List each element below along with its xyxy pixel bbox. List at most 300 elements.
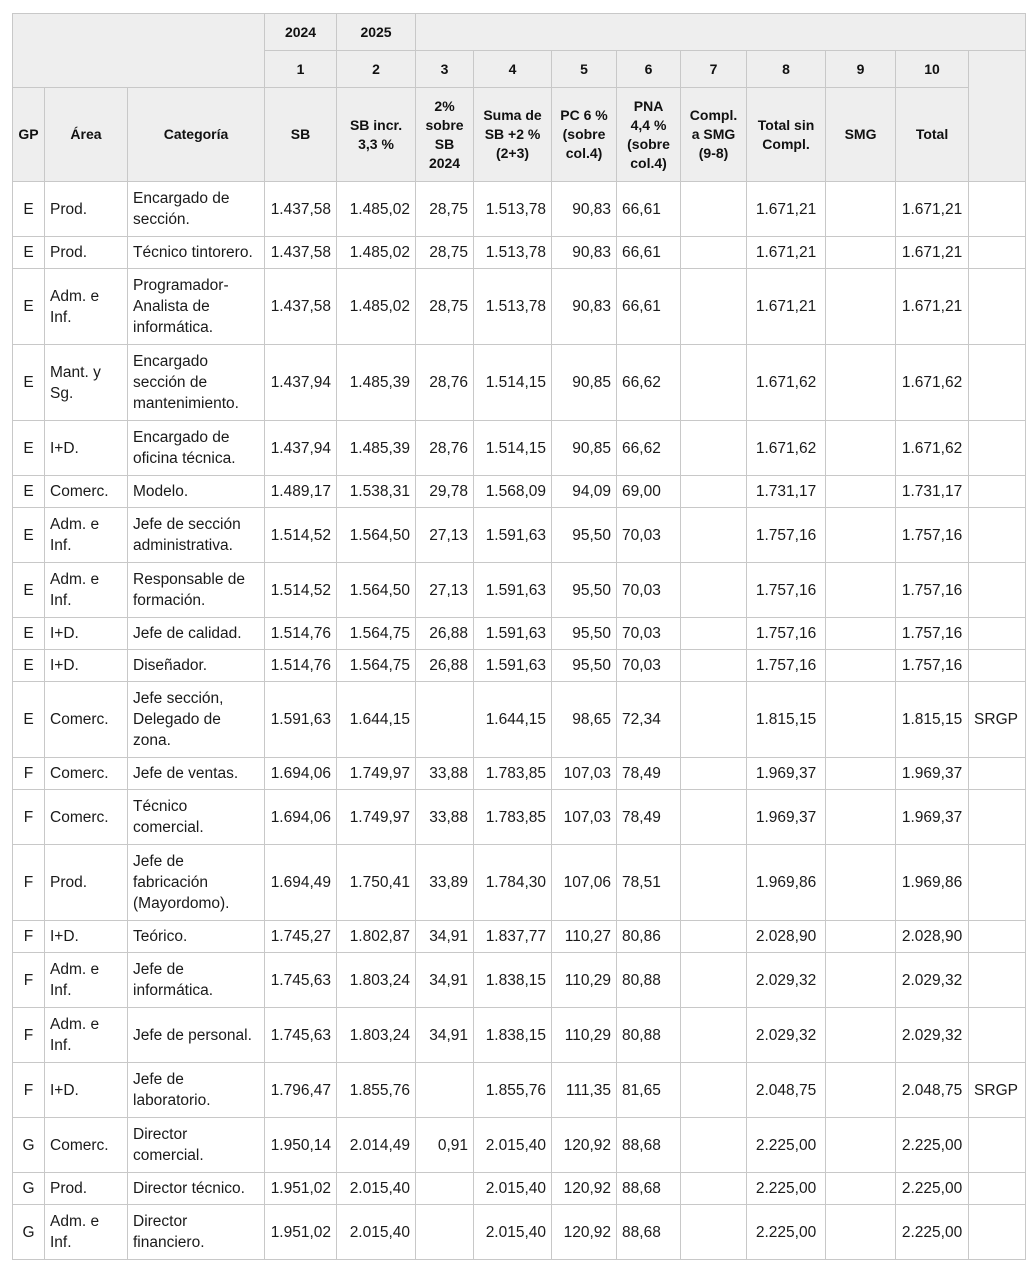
cell-total-sin: 1.969,37 — [747, 758, 826, 790]
cell-total: 1.757,16 — [896, 618, 969, 650]
cell-sb: 1.591,63 — [265, 682, 337, 758]
cell-pc: 90,83 — [552, 182, 617, 237]
cell-gp: E — [13, 269, 45, 345]
cell-area: Adm. e Inf. — [45, 953, 128, 1008]
cell-compl — [681, 682, 747, 758]
cell-pc: 107,03 — [552, 758, 617, 790]
cell-gp: G — [13, 1205, 45, 1260]
table-row — [13, 1205, 1026, 1260]
cell-total-sin: 2.225,00 — [747, 1118, 826, 1173]
cell-pc: 95,50 — [552, 563, 617, 618]
cell-compl — [681, 421, 747, 476]
cell-note — [969, 237, 1026, 269]
cell-suma: 1.784,30 — [474, 845, 552, 921]
cell-note — [969, 1118, 1026, 1173]
cell-compl — [681, 182, 747, 237]
cell-compl — [681, 237, 747, 269]
cell-smg — [826, 508, 896, 563]
cell-smg — [826, 682, 896, 758]
cell-area: I+D. — [45, 421, 128, 476]
header-categoria: Categoría — [128, 88, 265, 182]
cell-suma: 1.568,09 — [474, 476, 552, 508]
cell-smg — [826, 1205, 896, 1260]
cell-pna: 66,62 — [617, 421, 681, 476]
cell-gp: G — [13, 1173, 45, 1205]
cell-categoria: Modelo. — [128, 476, 265, 508]
cell-sb: 1.951,02 — [265, 1173, 337, 1205]
cell-sb-incr: 1.802,87 — [337, 921, 416, 953]
cell-total: 2.029,32 — [896, 953, 969, 1008]
cell-2pct — [416, 1173, 474, 1205]
cell-categoria: Jefe de sección administrativa. — [128, 508, 265, 563]
cell-smg — [826, 921, 896, 953]
cell-total: 2.225,00 — [896, 1118, 969, 1173]
table-row — [13, 845, 1026, 921]
cell-categoria: Jefe de informática. — [128, 953, 265, 1008]
cell-note — [969, 421, 1026, 476]
cell-compl — [681, 618, 747, 650]
cell-sb: 1.745,27 — [265, 921, 337, 953]
cell-suma: 1.855,76 — [474, 1063, 552, 1118]
cell-total-sin: 1.671,62 — [747, 421, 826, 476]
table-row — [13, 682, 1026, 758]
cell-smg — [826, 1173, 896, 1205]
cell-sb-incr: 1.538,31 — [337, 476, 416, 508]
header-num-7: 7 — [681, 51, 747, 88]
cell-2pct: 28,75 — [416, 269, 474, 345]
cell-sb: 1.437,58 — [265, 182, 337, 237]
cell-gp: F — [13, 790, 45, 845]
table-row — [13, 345, 1026, 421]
cell-smg — [826, 421, 896, 476]
cell-2pct: 28,76 — [416, 345, 474, 421]
cell-gp: E — [13, 182, 45, 237]
cell-categoria: Encargado sección de mantenimiento. — [128, 345, 265, 421]
cell-suma: 1.513,78 — [474, 182, 552, 237]
header-suma: Suma de SB +2 % (2+3) — [474, 88, 552, 182]
cell-note — [969, 182, 1026, 237]
cell-sb-incr: 1.485,02 — [337, 237, 416, 269]
cell-pna: 70,03 — [617, 618, 681, 650]
cell-pc: 107,03 — [552, 790, 617, 845]
cell-total: 2.225,00 — [896, 1205, 969, 1260]
cell-area: Adm. e Inf. — [45, 563, 128, 618]
cell-suma: 1.591,63 — [474, 650, 552, 682]
table-row — [13, 237, 1026, 269]
cell-categoria: Jefe de ventas. — [128, 758, 265, 790]
cell-2pct — [416, 1205, 474, 1260]
cell-gp: E — [13, 476, 45, 508]
cell-sb: 1.514,52 — [265, 508, 337, 563]
cell-suma: 1.783,85 — [474, 790, 552, 845]
cell-2pct: 0,91 — [416, 1118, 474, 1173]
cell-categoria: Encargado de oficina técnica. — [128, 421, 265, 476]
cell-sb: 1.437,94 — [265, 345, 337, 421]
cell-sb: 1.437,94 — [265, 421, 337, 476]
cell-compl — [681, 1008, 747, 1063]
cell-compl — [681, 1173, 747, 1205]
cell-total: 1.757,16 — [896, 508, 969, 563]
cell-gp: F — [13, 1008, 45, 1063]
cell-compl — [681, 345, 747, 421]
cell-gp: E — [13, 237, 45, 269]
cell-sb-incr: 1.485,39 — [337, 421, 416, 476]
header-year-blank — [416, 14, 1026, 51]
cell-total: 1.757,16 — [896, 650, 969, 682]
cell-smg — [826, 476, 896, 508]
table-row — [13, 1118, 1026, 1173]
cell-pna: 80,88 — [617, 1008, 681, 1063]
table-row — [13, 563, 1026, 618]
cell-gp: E — [13, 618, 45, 650]
header-gp: GP — [13, 88, 45, 182]
cell-total: 1.671,21 — [896, 269, 969, 345]
cell-total-sin: 2.028,90 — [747, 921, 826, 953]
header-num-9: 9 — [826, 51, 896, 88]
cell-total-sin: 1.757,16 — [747, 563, 826, 618]
cell-suma: 1.514,15 — [474, 421, 552, 476]
table-row — [13, 508, 1026, 563]
cell-total: 1.815,15 — [896, 682, 969, 758]
cell-categoria: Jefe de laboratorio. — [128, 1063, 265, 1118]
cell-sb: 1.694,49 — [265, 845, 337, 921]
cell-total-sin: 1.757,16 — [747, 650, 826, 682]
header-year-row — [13, 14, 1026, 51]
cell-smg — [826, 1063, 896, 1118]
cell-gp: E — [13, 650, 45, 682]
cell-pna: 88,68 — [617, 1205, 681, 1260]
cell-pna: 70,03 — [617, 563, 681, 618]
cell-total: 1.969,86 — [896, 845, 969, 921]
cell-total-sin: 1.671,62 — [747, 345, 826, 421]
cell-area: Comerc. — [45, 790, 128, 845]
cell-total: 1.757,16 — [896, 563, 969, 618]
cell-2pct: 27,13 — [416, 563, 474, 618]
cell-sb-incr: 1.564,50 — [337, 508, 416, 563]
cell-total: 1.969,37 — [896, 758, 969, 790]
cell-note — [969, 476, 1026, 508]
cell-categoria: Diseñador. — [128, 650, 265, 682]
cell-pc: 90,85 — [552, 421, 617, 476]
cell-pna: 69,00 — [617, 476, 681, 508]
cell-suma: 1.644,15 — [474, 682, 552, 758]
cell-pc: 120,92 — [552, 1118, 617, 1173]
header-smg: SMG — [826, 88, 896, 182]
cell-area: Comerc. — [45, 1118, 128, 1173]
cell-pc: 90,83 — [552, 237, 617, 269]
cell-compl — [681, 508, 747, 563]
cell-smg — [826, 345, 896, 421]
header-2pct: 2% sobre SB 2024 — [416, 88, 474, 182]
header-total: Total — [896, 88, 969, 182]
header-area: Área — [45, 88, 128, 182]
cell-sb-incr: 1.855,76 — [337, 1063, 416, 1118]
cell-categoria: Director financiero. — [128, 1205, 265, 1260]
cell-area: Prod. — [45, 237, 128, 269]
table-row — [13, 1063, 1026, 1118]
cell-sb-incr: 1.564,75 — [337, 650, 416, 682]
cell-2pct: 33,88 — [416, 758, 474, 790]
cell-compl — [681, 563, 747, 618]
header-compl: Compl. a SMG (9-8) — [681, 88, 747, 182]
cell-area: Prod. — [45, 845, 128, 921]
header-sb-incr: SB incr. 3,3 % — [337, 88, 416, 182]
header-label-row — [13, 88, 1026, 182]
header-num-10: 10 — [896, 51, 969, 88]
cell-pna: 78,49 — [617, 790, 681, 845]
cell-categoria: Programador- Analista de informática. — [128, 269, 265, 345]
cell-note — [969, 758, 1026, 790]
cell-2pct: 26,88 — [416, 618, 474, 650]
cell-pc: 110,29 — [552, 953, 617, 1008]
header-num-5: 5 — [552, 51, 617, 88]
cell-smg — [826, 269, 896, 345]
cell-smg — [826, 1118, 896, 1173]
cell-total: 1.671,62 — [896, 421, 969, 476]
cell-area: I+D. — [45, 618, 128, 650]
cell-2pct: 34,91 — [416, 953, 474, 1008]
cell-gp: E — [13, 345, 45, 421]
cell-pc: 111,35 — [552, 1063, 617, 1118]
cell-suma: 1.591,63 — [474, 508, 552, 563]
table-body — [13, 182, 1026, 1260]
cell-total-sin: 2.048,75 — [747, 1063, 826, 1118]
cell-total: 2.028,90 — [896, 921, 969, 953]
cell-pna: 70,03 — [617, 508, 681, 563]
cell-total: 1.671,21 — [896, 237, 969, 269]
cell-pc: 95,50 — [552, 650, 617, 682]
cell-compl — [681, 845, 747, 921]
cell-total: 1.731,17 — [896, 476, 969, 508]
cell-area: Adm. e Inf. — [45, 269, 128, 345]
cell-gp: F — [13, 953, 45, 1008]
cell-note — [969, 1205, 1026, 1260]
cell-area: I+D. — [45, 921, 128, 953]
cell-area: Prod. — [45, 1173, 128, 1205]
cell-total-sin: 2.225,00 — [747, 1205, 826, 1260]
cell-area: Mant. y Sg. — [45, 345, 128, 421]
cell-categoria: Director comercial. — [128, 1118, 265, 1173]
cell-smg — [826, 790, 896, 845]
cell-pna: 66,61 — [617, 182, 681, 237]
cell-gp: F — [13, 1063, 45, 1118]
header-num-1: 1 — [265, 51, 337, 88]
cell-pc: 95,50 — [552, 508, 617, 563]
cell-sb: 1.951,02 — [265, 1205, 337, 1260]
cell-sb: 1.745,63 — [265, 1008, 337, 1063]
cell-sb: 1.745,63 — [265, 953, 337, 1008]
table-header — [13, 14, 1026, 182]
cell-pna: 78,51 — [617, 845, 681, 921]
cell-compl — [681, 1205, 747, 1260]
cell-note: SRGP — [969, 1063, 1026, 1118]
table-row — [13, 1173, 1026, 1205]
cell-categoria: Técnico tintorero. — [128, 237, 265, 269]
header-year-2024: 2024 — [265, 14, 337, 51]
cell-sb: 1.437,58 — [265, 237, 337, 269]
cell-note — [969, 563, 1026, 618]
cell-pc: 98,65 — [552, 682, 617, 758]
cell-2pct: 33,89 — [416, 845, 474, 921]
cell-2pct: 29,78 — [416, 476, 474, 508]
cell-note — [969, 1008, 1026, 1063]
cell-suma: 1.591,63 — [474, 563, 552, 618]
cell-total: 2.225,00 — [896, 1173, 969, 1205]
cell-total: 2.029,32 — [896, 1008, 969, 1063]
cell-2pct: 34,91 — [416, 1008, 474, 1063]
cell-total-sin: 1.671,21 — [747, 237, 826, 269]
cell-2pct: 28,75 — [416, 182, 474, 237]
cell-compl — [681, 269, 747, 345]
cell-suma: 1.513,78 — [474, 237, 552, 269]
cell-pna: 81,65 — [617, 1063, 681, 1118]
cell-compl — [681, 1118, 747, 1173]
table-row — [13, 758, 1026, 790]
cell-area: Comerc. — [45, 682, 128, 758]
cell-suma: 1.514,15 — [474, 345, 552, 421]
cell-area: I+D. — [45, 650, 128, 682]
cell-total-sin: 2.225,00 — [747, 1173, 826, 1205]
cell-note — [969, 921, 1026, 953]
cell-sb: 1.796,47 — [265, 1063, 337, 1118]
cell-sb-incr: 1.803,24 — [337, 1008, 416, 1063]
cell-pc: 90,83 — [552, 269, 617, 345]
cell-total-sin: 1.671,21 — [747, 269, 826, 345]
cell-smg — [826, 953, 896, 1008]
cell-note — [969, 845, 1026, 921]
cell-area: I+D. — [45, 1063, 128, 1118]
cell-smg — [826, 845, 896, 921]
cell-sb-incr: 1.485,39 — [337, 345, 416, 421]
cell-sb: 1.694,06 — [265, 758, 337, 790]
table-row — [13, 618, 1026, 650]
cell-2pct — [416, 1063, 474, 1118]
cell-2pct: 33,88 — [416, 790, 474, 845]
cell-pna: 70,03 — [617, 650, 681, 682]
cell-total-sin: 1.757,16 — [747, 618, 826, 650]
cell-pna: 80,88 — [617, 953, 681, 1008]
header-note-blank — [969, 51, 1026, 182]
cell-categoria: Teórico. — [128, 921, 265, 953]
cell-sb: 1.514,76 — [265, 618, 337, 650]
header-num-2: 2 — [337, 51, 416, 88]
table-row — [13, 421, 1026, 476]
cell-sb: 1.437,58 — [265, 269, 337, 345]
cell-sb-incr: 2.015,40 — [337, 1173, 416, 1205]
table-row — [13, 182, 1026, 237]
cell-gp: F — [13, 845, 45, 921]
cell-pna: 88,68 — [617, 1118, 681, 1173]
cell-sb-incr: 1.485,02 — [337, 182, 416, 237]
cell-smg — [826, 758, 896, 790]
cell-2pct: 26,88 — [416, 650, 474, 682]
cell-compl — [681, 921, 747, 953]
cell-total-sin: 1.815,15 — [747, 682, 826, 758]
cell-total-sin: 1.671,21 — [747, 182, 826, 237]
header-num-6: 6 — [617, 51, 681, 88]
cell-sb-incr: 2.014,49 — [337, 1118, 416, 1173]
cell-sb-incr: 1.803,24 — [337, 953, 416, 1008]
header-num-3: 3 — [416, 51, 474, 88]
table-row — [13, 921, 1026, 953]
cell-pna: 88,68 — [617, 1173, 681, 1205]
header-pna: PNA 4,4 % (sobre col.4) — [617, 88, 681, 182]
cell-sb-incr: 1.644,15 — [337, 682, 416, 758]
cell-2pct: 34,91 — [416, 921, 474, 953]
cell-suma: 2.015,40 — [474, 1173, 552, 1205]
cell-note — [969, 650, 1026, 682]
cell-total-sin: 2.029,32 — [747, 1008, 826, 1063]
cell-area: Adm. e Inf. — [45, 508, 128, 563]
cell-suma: 1.591,63 — [474, 618, 552, 650]
cell-gp: E — [13, 682, 45, 758]
cell-pc: 120,92 — [552, 1205, 617, 1260]
cell-total-sin: 1.969,86 — [747, 845, 826, 921]
cell-suma: 1.838,15 — [474, 1008, 552, 1063]
cell-compl — [681, 790, 747, 845]
cell-sb: 1.514,76 — [265, 650, 337, 682]
cell-pc: 107,06 — [552, 845, 617, 921]
table-row — [13, 790, 1026, 845]
cell-sb: 1.694,06 — [265, 790, 337, 845]
cell-area: Comerc. — [45, 476, 128, 508]
table-row — [13, 953, 1026, 1008]
cell-categoria: Responsable de formación. — [128, 563, 265, 618]
cell-note — [969, 618, 1026, 650]
cell-pna: 78,49 — [617, 758, 681, 790]
cell-sb-incr: 1.564,75 — [337, 618, 416, 650]
cell-smg — [826, 650, 896, 682]
cell-compl — [681, 476, 747, 508]
cell-note — [969, 508, 1026, 563]
cell-gp: F — [13, 758, 45, 790]
cell-total-sin: 1.969,37 — [747, 790, 826, 845]
cell-suma: 2.015,40 — [474, 1118, 552, 1173]
cell-gp: E — [13, 563, 45, 618]
cell-sb-incr: 1.564,50 — [337, 563, 416, 618]
cell-pc: 120,92 — [552, 1173, 617, 1205]
table-row — [13, 1008, 1026, 1063]
cell-suma: 1.837,77 — [474, 921, 552, 953]
cell-suma: 1.513,78 — [474, 269, 552, 345]
cell-area: Comerc. — [45, 758, 128, 790]
cell-2pct: 28,76 — [416, 421, 474, 476]
cell-smg — [826, 237, 896, 269]
cell-total-sin: 1.757,16 — [747, 508, 826, 563]
cell-total: 1.671,21 — [896, 182, 969, 237]
cell-categoria: Jefe de personal. — [128, 1008, 265, 1063]
cell-note — [969, 269, 1026, 345]
cell-compl — [681, 758, 747, 790]
cell-sb-incr: 1.750,41 — [337, 845, 416, 921]
cell-categoria: Jefe sección, Delegado de zona. — [128, 682, 265, 758]
cell-categoria: Director técnico. — [128, 1173, 265, 1205]
header-sb: SB — [265, 88, 337, 182]
cell-gp: E — [13, 508, 45, 563]
cell-gp: G — [13, 1118, 45, 1173]
cell-note — [969, 790, 1026, 845]
cell-categoria: Jefe de fabricación (Mayordomo). — [128, 845, 265, 921]
cell-suma: 1.838,15 — [474, 953, 552, 1008]
cell-categoria: Encargado de sección. — [128, 182, 265, 237]
cell-2pct: 28,75 — [416, 237, 474, 269]
cell-suma: 1.783,85 — [474, 758, 552, 790]
cell-compl — [681, 650, 747, 682]
header-num-4: 4 — [474, 51, 552, 88]
cell-area: Adm. e Inf. — [45, 1205, 128, 1260]
cell-compl — [681, 1063, 747, 1118]
cell-smg — [826, 1008, 896, 1063]
